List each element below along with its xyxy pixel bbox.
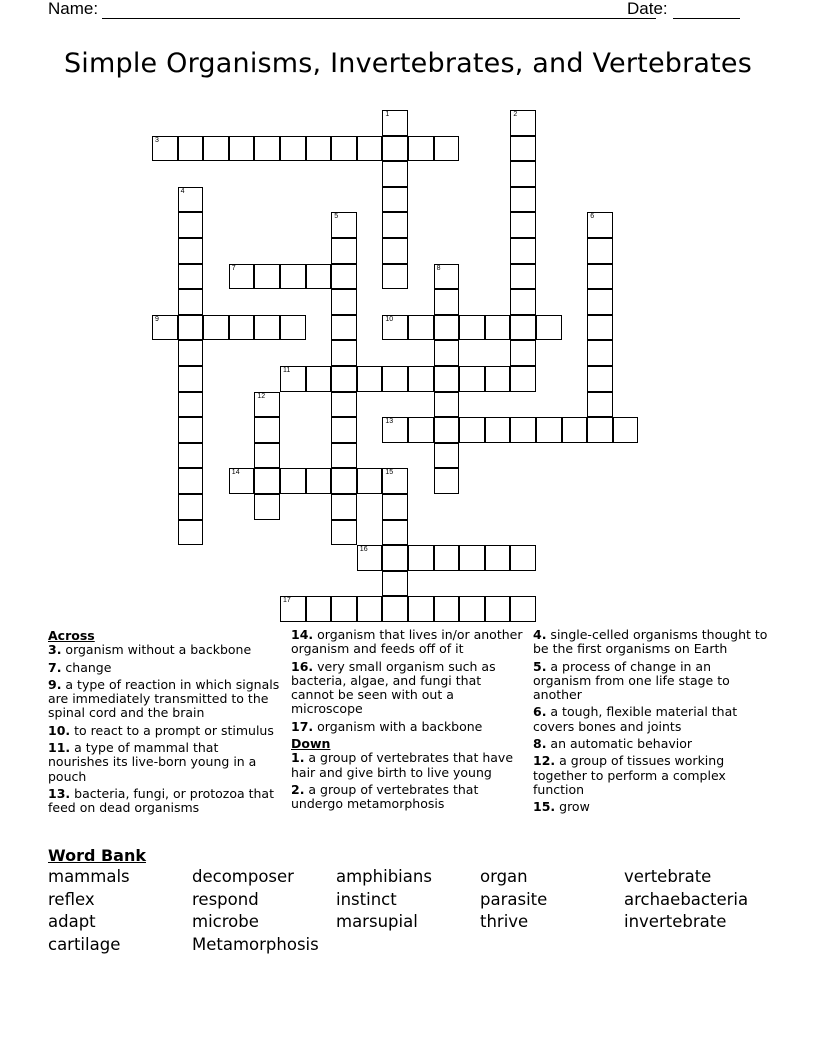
grid-cell[interactable]	[510, 136, 536, 162]
date-label: Date:	[627, 0, 668, 18]
grid-cell[interactable]	[434, 315, 460, 341]
grid-cell[interactable]	[536, 315, 562, 341]
grid-cell[interactable]	[510, 238, 536, 264]
grid-cell[interactable]	[357, 545, 383, 571]
clue-text: single-celled organisms thought to be the first organisms on Earth	[533, 627, 768, 657]
grid-cell[interactable]	[152, 315, 178, 341]
down-clue	[533, 705, 771, 734]
grid-cell[interactable]	[510, 289, 536, 315]
grid-cell[interactable]	[382, 571, 408, 597]
grid-cell[interactable]	[229, 264, 255, 290]
grid-cell[interactable]	[408, 596, 434, 622]
grid-cell[interactable]	[178, 264, 204, 290]
grid-cell[interactable]	[331, 238, 357, 264]
across-clue	[48, 661, 280, 675]
grid-cell[interactable]	[331, 315, 357, 341]
grid-cell[interactable]	[203, 315, 229, 341]
name-label: Name:	[48, 0, 99, 18]
clue-text: organism that lives in/or another organism and feeds off of it	[291, 627, 523, 657]
grid-cell[interactable]	[510, 187, 536, 213]
grid-cell[interactable]	[382, 417, 408, 443]
clue-number: 10	[385, 315, 394, 323]
clue-number: 14	[231, 469, 240, 477]
grid-cell[interactable]	[331, 494, 357, 520]
across-clue	[48, 724, 280, 738]
grid-cell[interactable]	[280, 315, 306, 341]
down-clue	[533, 754, 771, 797]
grid-cell[interactable]	[536, 417, 562, 443]
across-clue	[291, 720, 525, 734]
grid-cell[interactable]	[254, 417, 280, 443]
grid-cell[interactable]	[408, 545, 434, 571]
clue-text: a type of mammal that nourishes its live-born young in a pouch	[48, 740, 257, 784]
grid-cell[interactable]	[382, 110, 408, 136]
grid-cell[interactable]	[152, 136, 178, 162]
grid-cell[interactable]	[280, 136, 306, 162]
grid-cell[interactable]	[485, 545, 511, 571]
clue-number: 15	[385, 469, 394, 477]
clue-text: a type of reaction in which signals are immediately transmitted to the spinal cord and the brain	[48, 676, 280, 721]
grid-cell[interactable]	[382, 520, 408, 546]
grid-cell[interactable]	[382, 596, 408, 622]
across-clue	[48, 678, 280, 721]
clue-text: to react to a prompt or stimulus	[70, 722, 274, 738]
grid-cell[interactable]	[178, 340, 204, 366]
grid-cell[interactable]	[459, 366, 485, 392]
clue-number: 11.	[48, 740, 71, 756]
grid-cell[interactable]	[254, 136, 280, 162]
word-bank-word: invertebrate	[624, 912, 727, 932]
grid-cell[interactable]	[408, 136, 434, 162]
grid-cell[interactable]	[587, 366, 613, 392]
grid-cell[interactable]	[178, 443, 204, 469]
clue-number: 13	[385, 418, 394, 426]
clue-number: 13.	[48, 785, 71, 801]
word-bank-word: decomposer	[192, 867, 294, 886]
clue-number: 1	[385, 111, 390, 118]
grid-cell[interactable]	[331, 520, 357, 546]
clue-number: 16.	[291, 658, 314, 674]
grid-cell[interactable]	[434, 264, 460, 290]
clue-text: an automatic behavior	[546, 736, 693, 752]
grid-cell[interactable]	[331, 417, 357, 443]
grid-cell[interactable]	[382, 315, 408, 341]
word-bank-word: Metamorphosis	[192, 934, 319, 954]
grid-cell[interactable]	[331, 289, 357, 315]
grid-cell[interactable]	[331, 340, 357, 366]
grid-cell[interactable]	[306, 366, 332, 392]
grid-cell[interactable]	[178, 212, 204, 238]
grid-cell[interactable]	[357, 468, 383, 494]
grid-cell[interactable]	[382, 545, 408, 571]
grid-cell[interactable]	[203, 136, 229, 162]
word-bank-word: reflex	[48, 889, 95, 909]
grid-cell[interactable]	[510, 417, 536, 443]
grid-cell[interactable]	[178, 520, 204, 546]
grid-cell[interactable]	[280, 468, 306, 494]
across-clue	[291, 628, 525, 657]
clues-column-1	[48, 628, 280, 819]
grid-cell[interactable]	[229, 136, 255, 162]
clue-number: 16	[359, 546, 368, 554]
word-bank-word: microbe	[192, 912, 259, 932]
clue-text: a group of vertebrates that undergo metamorphosis	[291, 781, 479, 812]
clue-number: 11	[283, 367, 291, 374]
grid-cell[interactable]	[382, 238, 408, 264]
grid-cell[interactable]	[331, 596, 357, 622]
clue-number: 7	[231, 264, 236, 272]
grid-cell[interactable]	[587, 417, 613, 443]
grid-cell[interactable]	[587, 392, 613, 418]
down-clue	[533, 737, 771, 751]
word-bank-word: respond	[192, 889, 259, 909]
word-bank-word: mammals	[48, 867, 130, 886]
grid-cell[interactable]	[587, 340, 613, 366]
word-bank-word: adapt	[48, 912, 96, 932]
grid-cell[interactable]	[434, 468, 460, 494]
grid-cell[interactable]	[434, 417, 460, 443]
grid-cell[interactable]	[254, 264, 280, 290]
clue-number: 4	[180, 187, 185, 195]
clue-text: a group of tissues working together to perform a complex function	[533, 753, 726, 797]
grid-cell[interactable]	[613, 417, 639, 443]
grid-cell[interactable]	[587, 264, 613, 290]
grid-cell[interactable]	[382, 161, 408, 187]
grid-cell[interactable]	[229, 468, 255, 494]
grid-cell[interactable]	[382, 136, 408, 162]
grid-cell[interactable]	[485, 315, 511, 341]
clue-number: 1.	[291, 750, 305, 766]
grid-cell[interactable]	[510, 366, 536, 392]
word-bank-title: Word Bank	[48, 846, 147, 865]
across-heading: Across	[48, 628, 95, 643]
grid-cell[interactable]	[562, 417, 588, 443]
grid-cell[interactable]	[254, 468, 280, 494]
grid-cell[interactable]	[510, 264, 536, 290]
clue-text: a tough, flexible material that covers bones and joints	[533, 704, 738, 734]
down-clue	[533, 628, 771, 657]
grid-cell[interactable]	[254, 392, 280, 418]
clue-number: 6	[590, 213, 595, 221]
across-clue	[48, 741, 280, 784]
word-bank-word: organ	[480, 867, 528, 886]
word-bank	[48, 846, 768, 954]
grid-cell[interactable]	[357, 366, 383, 392]
down-clue	[533, 660, 771, 703]
grid-cell[interactable]	[587, 238, 613, 264]
clue-number: 12	[257, 392, 266, 400]
clue-text: a group of vertebrates that have hair and give birth to live young	[291, 750, 514, 780]
grid-cell[interactable]	[382, 212, 408, 238]
word-bank-word: thrive	[480, 912, 529, 932]
clue-number: 17	[283, 597, 291, 605]
grid-cell[interactable]	[382, 494, 408, 520]
grid-cell[interactable]	[331, 366, 357, 392]
grid-cell[interactable]	[434, 545, 460, 571]
clue-number: 6.	[533, 704, 547, 720]
clue-text: change	[61, 659, 112, 675]
grid-cell[interactable]	[382, 366, 408, 392]
grid-cell[interactable]	[306, 136, 332, 162]
clue-text: bacteria, fungi, or protozoa that feed on dead organisms	[48, 785, 274, 816]
grid-cell[interactable]	[408, 417, 434, 443]
grid-cell[interactable]	[178, 238, 204, 264]
across-clue	[48, 643, 280, 657]
clue-text: organism with a backbone	[313, 718, 483, 734]
grid-cell[interactable]	[459, 315, 485, 341]
word-bank-word: cartilage	[48, 934, 121, 954]
grid-cell[interactable]	[254, 315, 280, 341]
grid-cell[interactable]	[178, 417, 204, 443]
grid-cell[interactable]	[178, 289, 204, 315]
grid-cell[interactable]	[178, 468, 204, 494]
grid-cell[interactable]	[254, 443, 280, 469]
clue-number: 7.	[48, 659, 62, 675]
grid-cell[interactable]	[331, 264, 357, 290]
down-clue	[291, 751, 525, 780]
clue-number: 5	[334, 213, 339, 221]
word-bank-word: parasite	[480, 889, 548, 909]
grid-cell[interactable]	[459, 417, 485, 443]
grid-cell[interactable]	[459, 545, 485, 571]
grid-cell[interactable]	[434, 366, 460, 392]
word-bank-word: marsupial	[336, 912, 418, 932]
page-title: Simple Organisms, Invertebrates, and Vertebrates	[63, 48, 753, 79]
grid-cell[interactable]	[408, 366, 434, 392]
clue-number: 2	[513, 111, 518, 118]
clue-number: 10.	[48, 722, 71, 738]
clue-text: organism without a backbone	[61, 642, 252, 658]
grid-cell[interactable]	[331, 468, 357, 494]
grid-cell[interactable]	[178, 187, 204, 213]
clue-number: 8	[436, 264, 441, 272]
grid-cell[interactable]	[331, 136, 357, 162]
grid-cell[interactable]	[485, 366, 511, 392]
grid-cell[interactable]	[254, 494, 280, 520]
grid-cell[interactable]	[485, 417, 511, 443]
grid-cell[interactable]	[178, 392, 204, 418]
clue-number: 14.	[291, 627, 314, 642]
word-bank-word: vertebrate	[624, 867, 712, 886]
grid-cell[interactable]	[434, 392, 460, 418]
grid-cell[interactable]	[510, 340, 536, 366]
grid-cell[interactable]	[510, 545, 536, 571]
grid-cell[interactable]	[587, 315, 613, 341]
grid-cell[interactable]	[510, 315, 536, 341]
grid-cell[interactable]	[382, 187, 408, 213]
grid-cell[interactable]	[459, 596, 485, 622]
grid-cell[interactable]	[434, 340, 460, 366]
grid-cell[interactable]	[178, 366, 204, 392]
grid-cell[interactable]	[434, 289, 460, 315]
grid-cell[interactable]	[178, 136, 204, 162]
grid-cell[interactable]	[510, 110, 536, 136]
grid-cell[interactable]	[587, 212, 613, 238]
grid-cell[interactable]	[510, 161, 536, 187]
clue-number: 12.	[533, 753, 556, 769]
clues-column-3	[533, 628, 771, 818]
grid-cell[interactable]	[331, 392, 357, 418]
grid-cell[interactable]	[587, 289, 613, 315]
word-bank-word: instinct	[336, 889, 397, 909]
grid-cell[interactable]	[306, 264, 332, 290]
clue-number: 3.	[48, 642, 62, 658]
clue-number: 9.	[48, 676, 62, 692]
grid-cell[interactable]	[280, 366, 306, 392]
word-bank-word: archaebacteria	[624, 889, 749, 909]
clue-number: 17.	[291, 718, 314, 734]
grid-cell[interactable]	[331, 443, 357, 469]
down-heading: Down	[291, 736, 331, 752]
grid-cell[interactable]	[382, 264, 408, 290]
grid-cell[interactable]	[434, 443, 460, 469]
clue-number: 2.	[291, 781, 305, 797]
grid-cell[interactable]	[229, 315, 255, 341]
clue-number: 15.	[533, 799, 556, 815]
clue-number: 3	[155, 136, 159, 144]
clue-number: 4.	[533, 627, 547, 642]
grid-cell[interactable]	[306, 596, 332, 622]
grid-cell[interactable]	[510, 596, 536, 622]
grid-cell[interactable]	[178, 315, 204, 341]
grid-cell[interactable]	[510, 212, 536, 238]
grid-cell[interactable]	[408, 315, 434, 341]
down-clue	[533, 800, 771, 814]
grid-cell[interactable]	[331, 212, 357, 238]
clue-text: a process of change in an organism from one life stage to another	[533, 658, 730, 703]
clue-text: grow	[555, 799, 590, 815]
word-bank-word: amphibians	[336, 867, 432, 886]
grid-cell[interactable]	[434, 596, 460, 622]
grid-cell[interactable]	[357, 596, 383, 622]
grid-cell[interactable]	[434, 136, 460, 162]
grid-cell[interactable]	[382, 468, 408, 494]
grid-cell[interactable]	[485, 596, 511, 622]
grid-cell[interactable]	[306, 468, 332, 494]
clue-text: very small organism such as bacteria, algae, and fungi that cannot be seen with out a microscope	[291, 658, 496, 717]
grid-cell[interactable]	[178, 494, 204, 520]
across-clue	[291, 660, 525, 717]
grid-cell[interactable]	[357, 136, 383, 162]
across-clue	[48, 787, 280, 816]
clue-number: 9	[155, 315, 159, 323]
clue-number: 8.	[533, 736, 547, 752]
down-clue	[291, 783, 525, 812]
clues-column-2	[291, 628, 525, 815]
grid-cell[interactable]	[280, 264, 306, 290]
clue-number: 5.	[533, 658, 547, 674]
grid-cell[interactable]	[280, 596, 306, 622]
